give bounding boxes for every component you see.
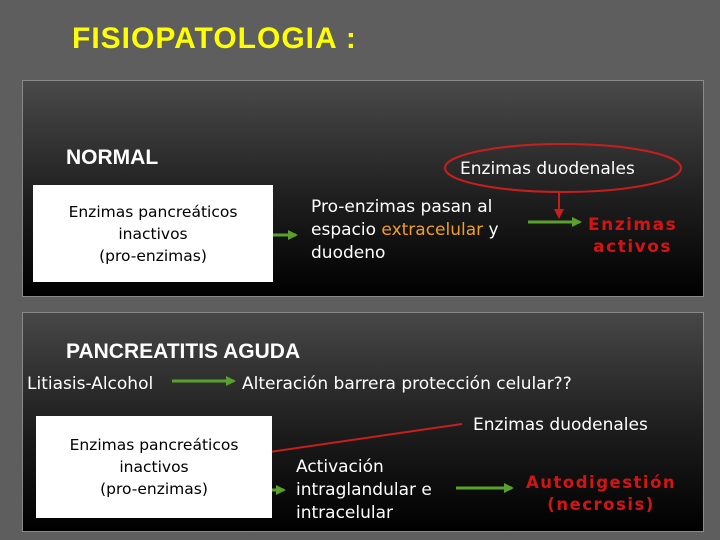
normal-heading: NORMAL	[66, 146, 159, 169]
aguda-heading: PANCREATITIS AGUDA	[66, 340, 301, 363]
aguda-necrosis-label: Autodigestión (necrosis)	[526, 473, 677, 514]
normal-proenzymes-box: Enzimas pancreáticos inactivos (pro-enzimas)	[33, 185, 273, 282]
normal-active-enzymes: Enzimas activos	[588, 215, 678, 257]
normal-duodenal-label: Enzimas duodenales	[460, 159, 635, 179]
slide-title: FISIOPATOLOGIA :	[72, 22, 357, 55]
aguda-duodenal-label: Enzimas duodenales	[473, 415, 648, 435]
aguda-activation-text: Activación intraglandular e intracelular	[296, 457, 432, 523]
aguda-proenzymes-box: Enzimas pancreáticos inactivos (pro-enzimas)	[36, 416, 272, 518]
aguda-cause-label: Litiasis-Alcohol	[27, 374, 154, 394]
normal-middle-text: Pro-enzimas pasan al espacio extracelular y duodeno	[311, 197, 499, 263]
aguda-effect-label: Alteración barrera protección celular??	[242, 374, 572, 394]
